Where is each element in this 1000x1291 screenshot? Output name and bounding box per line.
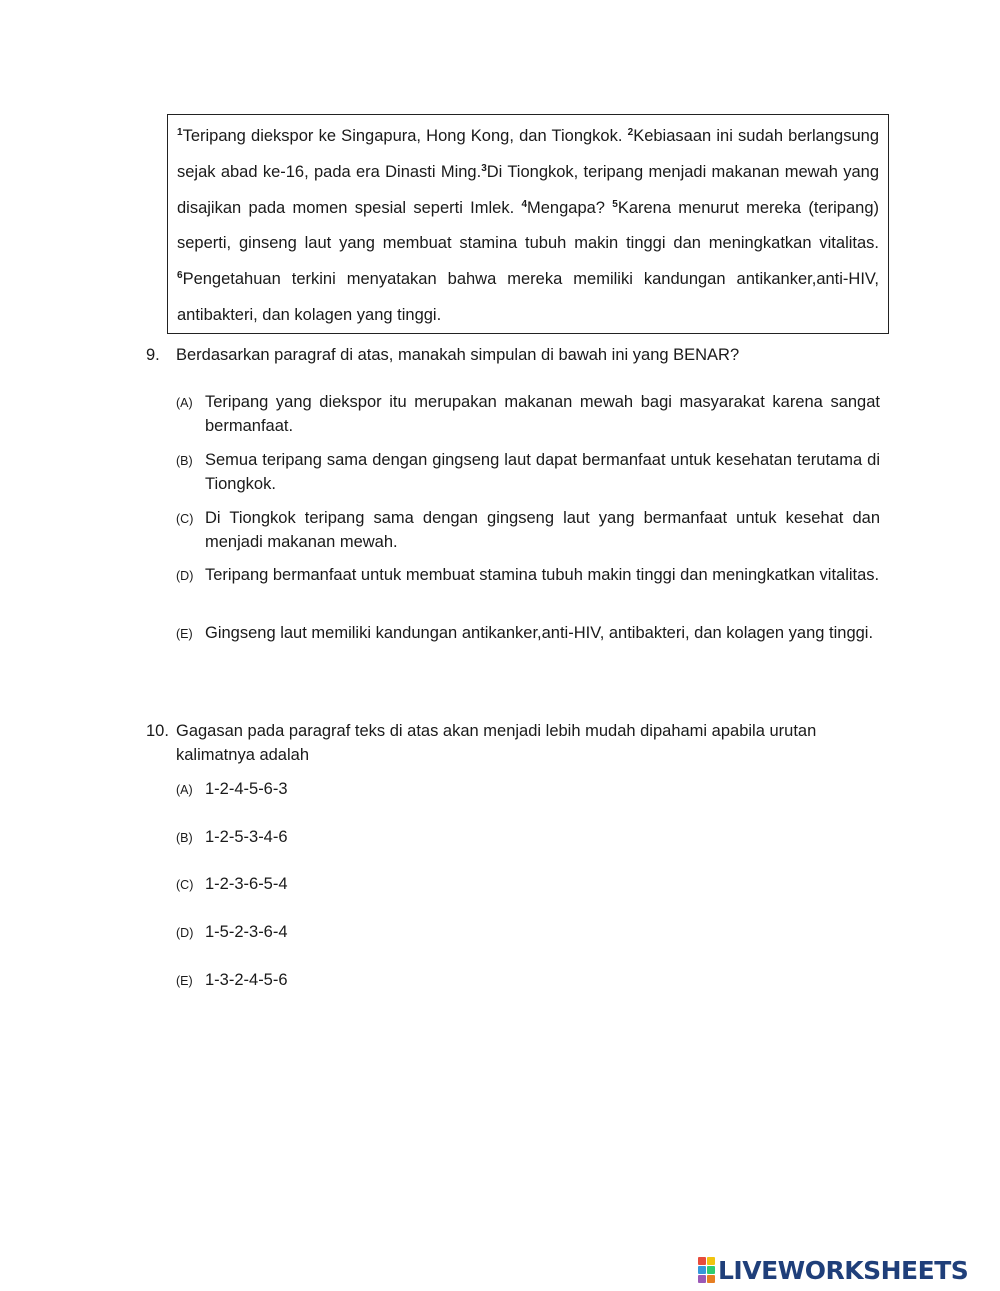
option-text: 1-2-3-6-5-4 [205, 875, 288, 893]
sentence-3: Di Tiongkok, teripang menjadi makanan mewah yang disajikan pada momen spesial seperti Imlek. [177, 162, 879, 217]
q9-option-e[interactable] [176, 621, 880, 645]
q9-option-d[interactable] [176, 563, 880, 587]
question-number: 9. [146, 346, 160, 364]
option-text: Teripang yang diekspor itu merupakan makanan mewah bagi masyarakat karena sangat bermanfaat. [205, 393, 880, 435]
sentence-number: 5 [612, 198, 618, 210]
option-letter: (B) [176, 454, 193, 468]
sentence-number: 3 [481, 162, 487, 174]
option-text: 1-3-2-4-5-6 [205, 971, 288, 989]
q10-option-e[interactable] [176, 968, 880, 992]
question-number: 10. [146, 722, 169, 740]
option-letter: (D) [176, 569, 194, 583]
option-letter: (C) [176, 878, 194, 892]
sentence-5: Karena menurut mereka (teripang) seperti, ginseng laut yang membuat stamina tubuh makin tinggi dan meningkatkan vitalitas. [177, 198, 879, 253]
option-letter: (B) [176, 831, 193, 845]
sentence-2: Kebiasaan ini sudah berlangsung sejak abad ke-16, pada era Dinasti Ming. [177, 127, 879, 181]
reading-passage [167, 114, 889, 334]
question-text: Berdasarkan paragraf di atas, manakah simpulan di bawah ini yang BENAR? [176, 346, 740, 364]
option-letter: (E) [176, 974, 193, 988]
sentence-6: Pengetahuan terkini menyatakan bahwa mereka memiliki kandungan antikanker,anti-HIV, antibakteri, dan kolagen yang tinggi. [177, 270, 879, 324]
question-text: Gagasan pada paragraf teks di atas akan menjadi lebih mudah dipahami apabila urutan kalimatnya adalah [176, 722, 817, 764]
sentence-number: 2 [627, 127, 634, 138]
option-text: 1-2-5-3-4-6 [205, 828, 288, 846]
q9-option-a[interactable] [176, 390, 880, 438]
option-text: Semua teripang sama dengan gingseng laut dapat bermanfaat untuk kesehatan terutama di Tiongkok. [205, 451, 880, 493]
q10-option-c[interactable] [176, 872, 880, 896]
question-10 [146, 719, 880, 767]
sentence-number: 4 [521, 198, 527, 210]
logo-mark-icon [698, 1257, 715, 1283]
q10-option-a[interactable] [176, 777, 880, 801]
logo-text: LIVEWORKSHEETS [718, 1255, 969, 1285]
q9-option-b[interactable] [176, 448, 880, 496]
option-letter: (A) [176, 396, 193, 410]
question-9 [146, 343, 880, 367]
option-letter: (A) [176, 783, 193, 797]
option-letter: (E) [176, 627, 193, 641]
sentence-number: 6 [177, 270, 183, 282]
q10-option-d[interactable] [176, 920, 880, 944]
sentence-4: Mengapa? [527, 198, 613, 217]
q10-option-b[interactable] [176, 825, 880, 849]
q9-option-c[interactable] [176, 506, 880, 554]
option-text: 1-5-2-3-6-4 [205, 923, 288, 941]
option-text: Gingseng laut memiliki kandungan antikanker,anti-HIV, antibakteri, dan kolagen yang tinggi. [205, 624, 874, 642]
liveworksheets-logo [698, 1255, 968, 1285]
option-text: 1-2-4-5-6-3 [205, 780, 288, 798]
sentence-1: Teripang diekspor ke Singapura, Hong Kong, dan Tiongkok. [182, 127, 628, 145]
option-text: Teripang bermanfaat untuk membuat stamina tubuh makin tinggi dan meningkatkan vitalitas. [205, 566, 880, 584]
option-text: Di Tiongkok teripang sama dengan gingseng laut yang bermanfaat untuk kesehat dan menjadi makanan mewah. [205, 509, 880, 551]
sentence-number: 1 [177, 127, 183, 138]
option-letter: (D) [176, 926, 194, 940]
option-letter: (C) [176, 512, 194, 526]
